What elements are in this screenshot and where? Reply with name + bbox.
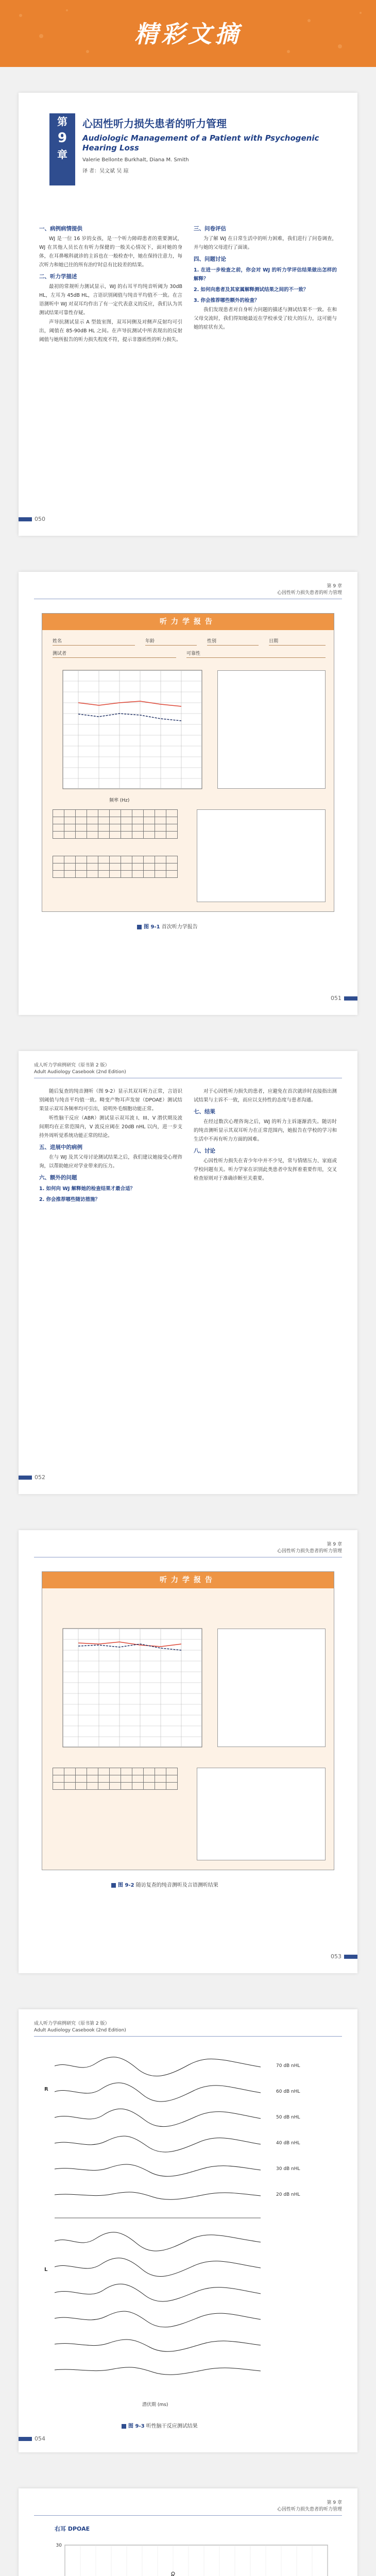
page-number: 054: [19, 2435, 45, 2442]
page-5: [19, 2009, 357, 2452]
results-table-2: [53, 856, 178, 878]
page-number-bar: [19, 517, 32, 521]
question: 2. 如何向患者及其家属解释测试结果之间的不一致？: [194, 287, 309, 293]
figure-caption: 图 9-3 听性脑干反应测试结果: [122, 2421, 198, 2429]
paragraph: 随后复查的纯音测听（图 9-2）显示其双耳听力正常，言语识别阈值与纯音平均值一致。畸变产物耳声发射（DPOAE）测试结果显示双耳各频率均可引出，说明外毛细胞功能正常。: [39, 1089, 182, 1112]
page1-right-column: [194, 222, 337, 332]
question: 1. 如何向 WJ 解释她的检查结果才最合适？: [39, 1186, 135, 1192]
page-3: [19, 1051, 357, 1494]
page-4: [19, 1530, 357, 1973]
results-table: [53, 809, 178, 839]
audiology-report-form: [42, 613, 334, 912]
page-number: 052: [19, 1474, 45, 1481]
y-tick-label: 30: [56, 2543, 62, 2548]
running-head-rule: [34, 2515, 342, 2516]
chapter-authors-cn: 译 者：吴文斌 吴 琼: [82, 168, 129, 174]
running-head: 成人听力学病例研究（原书第 2 版） Adult Audiology Casebook (2nd Edition): [34, 2021, 126, 2033]
question: 3. 你会推荐哪些额外的检查？: [194, 298, 260, 303]
chapter-marker: [49, 113, 75, 185]
caption-marker: [111, 1883, 116, 1888]
audiogram: [53, 665, 207, 794]
chapter-prefix: 第: [57, 115, 67, 128]
question: 1. 在进一步检查之前，你会对 WJ 的听力学评估结果做出怎样的解释？: [194, 267, 337, 282]
paragraph: WJ 是一位 16 岁的女孩，是一个听力障碍患者的重要测试，WJ 在其他人员长在有听力保健的一般关心情况下，面对她的身体，在耳鼻喉科就诊的主诉也在一般检查中，她在保持注意力，每次听力和她已往的所有治疗时总有比较差的结果。: [39, 236, 182, 268]
paragraph: 听性脑干反应（ABR）测试显示双耳波 I、III、V 潜伏期及波间期均在正常范围内，V 波反应阈在 20dB nHL 以内，进一步支持外周听觉系统功能正常的结论。: [39, 1115, 182, 1139]
abr-level-label: 60 dB nHL: [276, 2089, 300, 2094]
running-head-rule: [34, 2036, 342, 2037]
running-head: 第 9 章 心因性听力损失患者的听力管理: [277, 584, 342, 596]
form-field: 姓名: [53, 638, 135, 646]
paragraph: 在与 WJ 及其父母讨论测试结果之后，我们建议她接受心理咨询，以帮助她应对学业带来的压力。: [39, 1155, 182, 1169]
question: 2. 你会推荐哪些随访措施？: [39, 1197, 100, 1202]
abr-level-label: 70 dB nHL: [276, 2063, 300, 2069]
dpoae-chart-right: [39, 2535, 338, 2576]
abr-level-label: 30 dB nHL: [276, 2166, 300, 2172]
abr-label-right-ear: R: [44, 2087, 48, 2092]
form-title: 听力学报告: [42, 1572, 334, 1588]
abr-level-label: 20 dB nHL: [276, 2192, 300, 2197]
form-title: 听力学报告: [42, 614, 334, 630]
page-number-bar: [19, 1476, 32, 1480]
section-heading: 五、进展中的病例: [39, 1144, 82, 1150]
paragraph: 声导抗测试显示 A 型鼓室图，双耳同侧及对侧声反射均可引出，阈值在 85-90dB HL 之间。在声导抗测试中所表现出的反射阈值与她所报告的听力损失程度不符，提示非器质性的听力损失。: [39, 319, 182, 343]
page1-left-column: [39, 222, 182, 345]
figure-caption: 图 9-2 随访复查的纯音测听及言语测听结果: [111, 1880, 218, 1888]
chapter-title-cn: 心因性听力损失患者的听力管理: [82, 117, 227, 130]
notes-box: [197, 809, 326, 902]
results-table: [53, 1768, 178, 1790]
form-field: 年龄: [145, 638, 197, 646]
banner-title: 精彩文摘: [134, 20, 242, 48]
page-number-bar: [19, 2437, 32, 2441]
notes-box: [197, 1768, 326, 1860]
chapter-suffix: 章: [57, 148, 67, 161]
abr-level-label: 50 dB nHL: [276, 2115, 300, 2120]
legend-box: [217, 670, 326, 789]
page-number: 051: [331, 995, 357, 1002]
dp-point: [172, 2572, 175, 2575]
section-heading: 二、听力学描述: [39, 274, 77, 280]
plot-area: [65, 2545, 328, 2576]
running-head: 成人听力学病例研究（原书第 2 版） Adult Audiology Casebook (2nd Edition): [34, 1063, 126, 1075]
form-field: 日期: [269, 638, 326, 646]
section-heading: 一、病例病情提供: [39, 226, 82, 232]
section-heading: 六、额外的问题: [39, 1175, 77, 1181]
page-2: [19, 572, 357, 1015]
paragraph: 在经过数次心理咨询之后，WJ 的听力主诉逐渐消失。随访时的纯音测听显示其双耳听力在正常范围内，她报告在学校的学习和生活中不再有听力方面的困难。: [194, 1119, 337, 1142]
abr-level-label: 40 dB nHL: [276, 2141, 300, 2146]
abr-label-left-ear: L: [44, 2267, 48, 2273]
audiology-report-form: [42, 1571, 334, 1870]
chapter-title-en: Audiologic Management of a Patient with Psychogenic Hearing Loss: [82, 133, 319, 152]
page-number: 053: [331, 1953, 357, 1960]
page3-right-column: [194, 1087, 337, 1183]
audiogram: [53, 1623, 207, 1752]
section-heading: 四、问题讨论: [194, 256, 226, 262]
chapter-title-block: [82, 115, 319, 176]
paragraph: 为了解 WJ 在日常生活中的听力困难，我们进行了问卷调查，并与她的父母进行了面谈。: [194, 236, 337, 250]
section-heading: 七、结果: [194, 1109, 215, 1115]
caption-marker: [122, 2424, 126, 2429]
page-6: [19, 2488, 357, 2576]
legend-box: [217, 1629, 326, 1747]
chapter-number: 9: [57, 130, 67, 146]
audiogram-axis-label: 频率 (Hz): [109, 798, 130, 803]
caption-marker: [137, 925, 142, 929]
chapter-authors-en: Valerie Bellonte Burkhalt, Diana M. Smith: [82, 157, 189, 163]
paragraph: 我们发现患者对自身听力问题的描述与测试结果不一致。在和父母交流时，我们得知她最近在学校承受了较大的压力，这可能与她的症状有关。: [194, 307, 337, 330]
page-1: [19, 93, 357, 536]
page-number: 050: [19, 516, 45, 522]
form-field: 可靠性: [186, 651, 326, 658]
paragraph: 心因性听力损失在青少年中并不少见，常与情绪压力、家庭或学校问题有关。听力学家在识别此类患者中发挥着重要作用，交叉检查原则对于准确诊断至关重要。: [194, 1158, 337, 1181]
page-number-bar: [344, 996, 357, 1001]
abr-waveforms: [55, 2045, 271, 2396]
chart-title: 右耳 DPOAE: [55, 2526, 90, 2532]
form-field: 性别: [207, 638, 259, 646]
paragraph: 对于心因性听力损失的患者，应避免在首次就诊时直接指出测试结果与主诉不一致，而应以支持性的态度与患者沟通。: [194, 1089, 337, 1103]
section-heading: 三、问卷评估: [194, 226, 226, 232]
running-head: 第 9 章 心因性听力损失患者的听力管理: [277, 1542, 342, 1554]
figure-caption: 图 9-1 首次听力学报告: [137, 922, 198, 930]
section-heading: 八、讨论: [194, 1148, 215, 1154]
banner: [0, 0, 376, 67]
page3-left-column: [39, 1087, 182, 1205]
abr-axis-label: 潜伏期 (ms): [142, 2402, 168, 2408]
page-number-bar: [344, 1955, 357, 1959]
running-head: 第 9 章 心因性听力损失患者的听力管理: [277, 2500, 342, 2512]
paragraph: 最初的常规听力测试显示，WJ 的右耳平均纯音听阈为 30dB HL，左耳为 45dB HL，言语识别阈值与纯音平均值不一致。在言语测听中 WJ 对双耳均作出了有一定代表意义的反应，我们认为其测试结果可靠性存疑。: [39, 284, 182, 316]
form-field: 测试者: [53, 651, 176, 658]
